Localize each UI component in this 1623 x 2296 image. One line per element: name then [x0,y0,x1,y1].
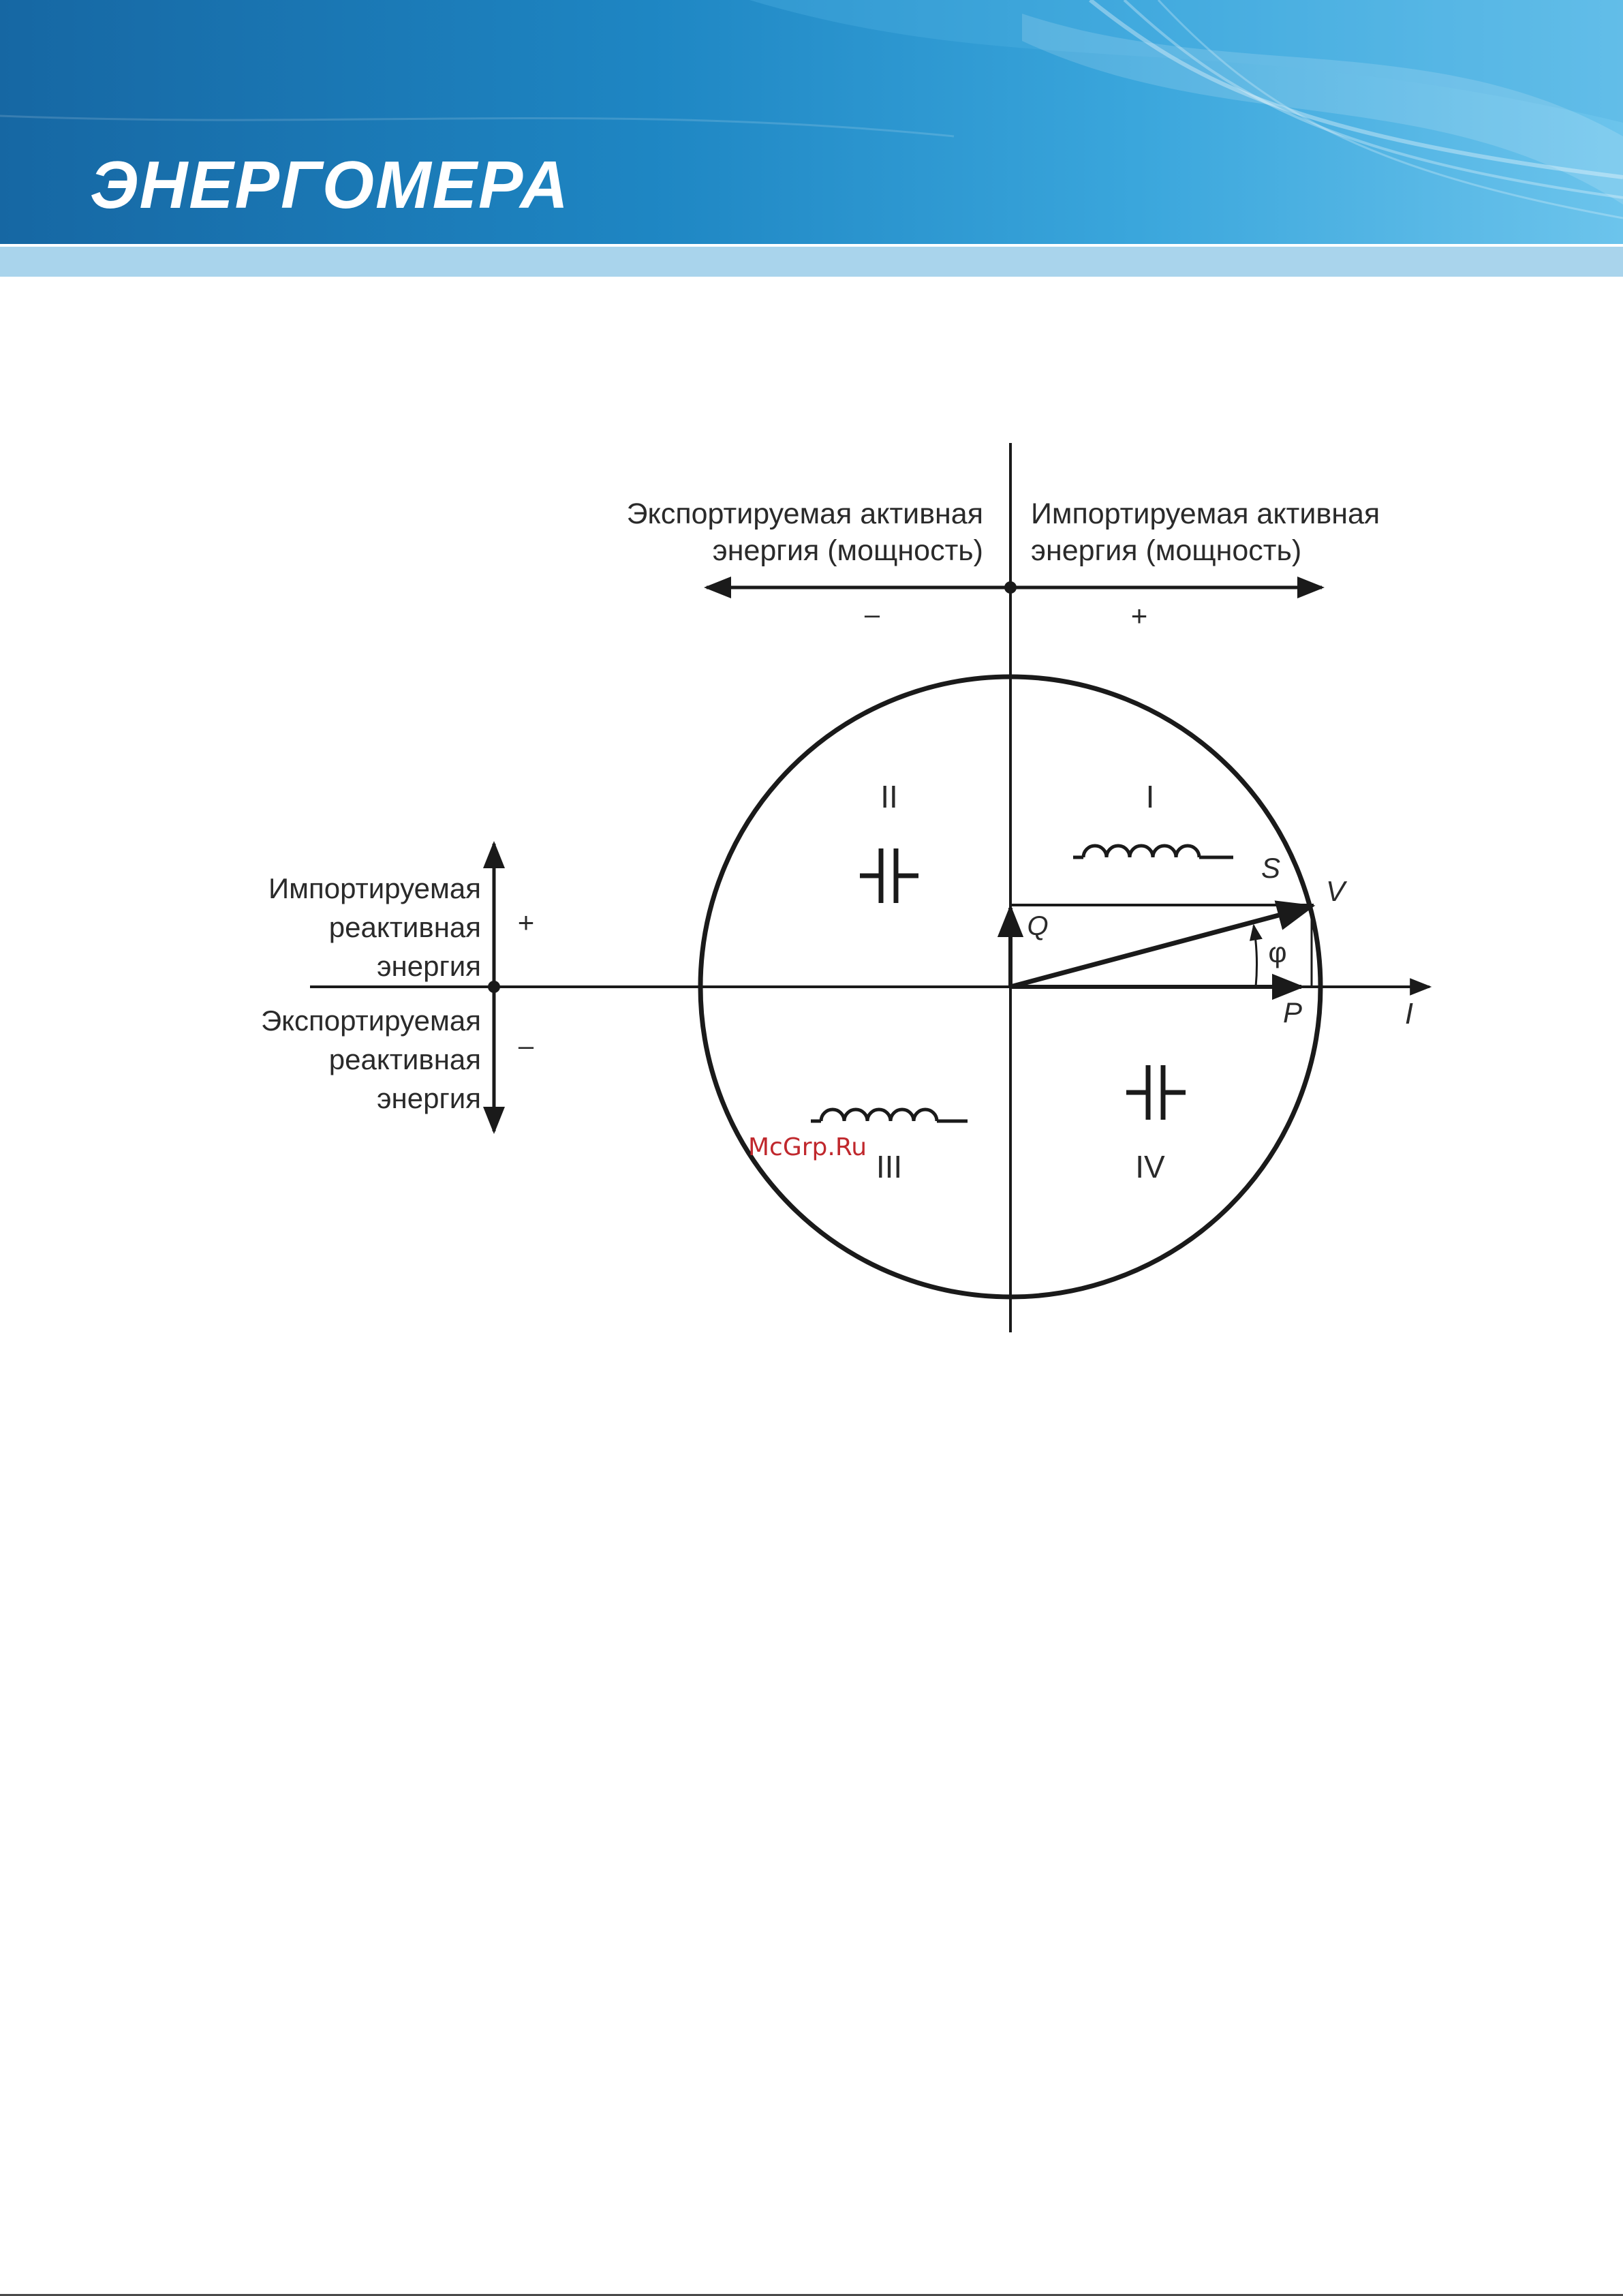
reactive-plus-sign: + [517,906,535,938]
import-active-label-line1: Импортируемая активная [1031,498,1380,530]
capacitor-icon [860,848,918,903]
inductor-icon [811,1109,968,1121]
active-plus-sign: + [1130,600,1148,632]
vector-label-v: V [1325,875,1346,907]
vector-s [1010,906,1312,987]
reactive-minus-sign: – [518,1031,534,1061]
capacitor-icon [1126,1065,1186,1120]
vector-label-p: P [1282,996,1303,1028]
quadrant-label-1: I [1145,779,1155,814]
watermark-text: McGrp.Ru [748,1133,867,1161]
vector-label-s: S [1261,852,1281,884]
quadrant-label-3: III [876,1149,903,1184]
vector-label-q: Q [1027,911,1049,941]
export-reactive-label-line1: Экспортируемая [260,1005,481,1037]
quadrant-label-4: IV [1135,1149,1165,1184]
reactive-axis-origin-dot [488,981,500,993]
inductor-icon [1073,846,1233,857]
import-reactive-label-line1: Импортируемая [268,872,481,904]
quadrant-label-2: II [880,779,898,814]
export-active-label-line1: Экспортируемая активная [626,498,983,530]
import-reactive-label-line2: реактивная [328,911,481,943]
vector-label-phi: φ [1268,936,1287,968]
import-reactive-label-line3: энергия [377,950,481,982]
vector-label-i: I [1404,997,1414,1030]
export-active-label-line2: энергия (мощность) [712,534,983,567]
export-reactive-label-line3: энергия [377,1082,481,1114]
brand-logo-text: ЭНЕРГОМЕРА [90,147,570,222]
import-active-label-line2: энергия (мощность) [1031,534,1302,567]
export-reactive-label-line2: реактивная [328,1043,481,1075]
phi-angle-arc [1254,925,1257,987]
active-minus-sign: – [864,600,880,630]
